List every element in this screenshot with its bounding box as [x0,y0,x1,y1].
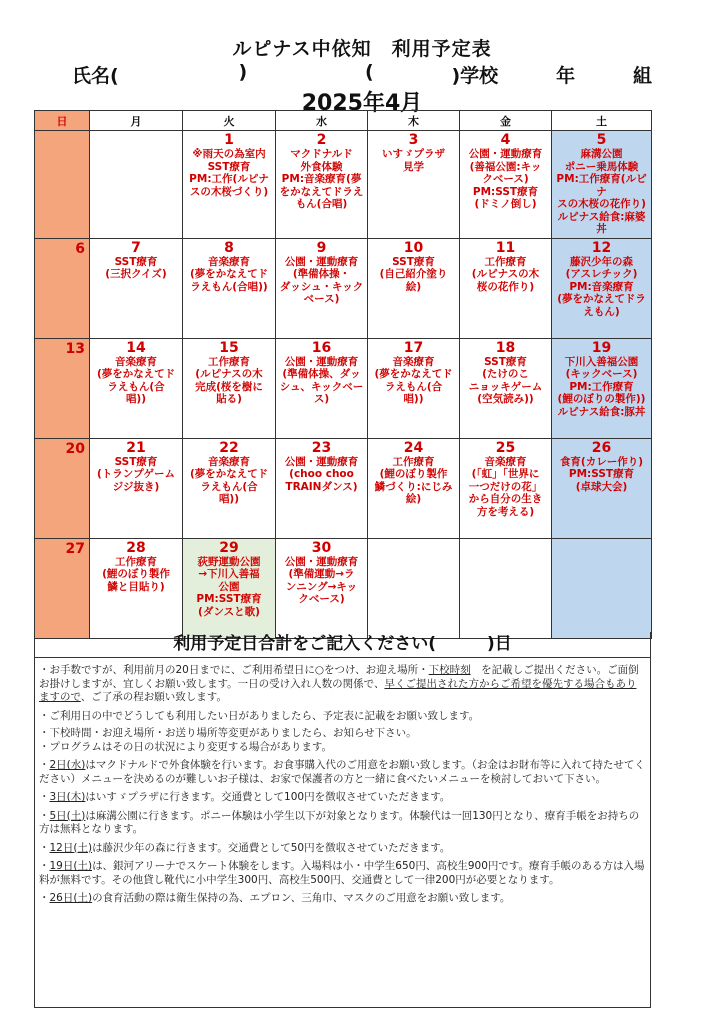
event-line: SST療育 [114,455,158,468]
event-line: 工作療育 [484,255,527,268]
event-line: (キックベース) [565,368,638,380]
event-line: (たけのこ [482,368,529,380]
note-day-2: ・2日(水)はマクドナルドで外食体験を行います。お食事購入代のご用意をお願い致します。（お金はお財布等に入れて持たせてください）メニューを決めるのが難しいお子様は、お家で保護者の方と一緒に食べたいメニューを検討しておいて下さい。 [39,759,645,785]
calendar-cell-sat[interactable] [552,131,652,239]
event-line: 鱗と目貼り) [107,580,165,593]
event-line: 貼る) [216,393,242,405]
event-line: TRAINダンス) [285,480,358,493]
event-line: (夢をかなえてドラ [557,293,646,305]
event-line: PM:工作療育 [569,380,634,393]
event-line: シュ、キックベー [279,380,364,393]
event-line: ※雨天の為室内 [192,148,266,160]
page-title: ルピナス中依知 利用予定表 [232,38,492,60]
event-line: 鱗づくり:にじみ [374,480,453,493]
day-number: 26 [591,439,612,456]
day-number: 1 [224,132,234,148]
event-line: をかなえてドラえ [279,185,364,198]
weekday-sun: 日 [35,111,90,131]
event-line: SST療育 [392,255,435,268]
calendar-cell-wed[interactable] [276,338,368,438]
event-line: スの木桜の花作り) [557,198,646,210]
calendar-cell-sat[interactable] [552,238,652,338]
calendar-cell-thu[interactable] [368,538,460,638]
calendar-cell-fri[interactable] [460,438,552,538]
event-line: マクドナルド [290,148,353,160]
event-line: SST療育 [207,160,251,173]
weekday-fri: 金 [460,111,552,131]
note-day-26: ・26日(土)の食育活動の際は衛生保持の為、エプロン、三角巾、マスクのご用意をお願い致します。 [39,892,511,904]
event-line: ラえもん(合 [107,380,165,393]
name-close: ) [238,61,248,83]
calendar-cell-thu[interactable] [368,131,460,239]
event-line: ス) [313,393,330,405]
event-line: ダッシュ・キック [279,280,364,293]
calendar-cell-mon[interactable] [90,131,183,239]
total-days-line: 利用予定日合計をご記入ください( )日 [34,632,651,658]
day-number: 5 [596,132,607,148]
weekday-mon: 月 [90,111,183,131]
day-number: 23 [311,439,332,456]
event-line: 桜の花作り) [476,280,535,293]
event-line: (三択クイズ) [105,268,167,280]
day-number: 14 [126,339,146,356]
event-line: PM:工作療育(ルピナ [556,173,647,198]
event-line: いすゞプラザ [382,148,445,160]
calendar-cell-tue[interactable] [183,238,276,338]
event-line: ラえもん(合 [384,380,443,393]
event-line: (空気読み)) [477,393,534,405]
weekday-thu: 木 [368,111,460,131]
day-number: 17 [403,339,424,356]
calendar-cell-sun[interactable] [35,438,90,538]
day-number: 9 [316,239,327,256]
note-day-19: ・19日(土)は、銀河アリーナでスケート体験をします。入場料は小・中学生650円、高校生900円です。療育手帳のある方は入場料が無料です。その他貸し靴代に小中学生300円、高校生500円、交通費として一律200円が必要となります。 [39,860,645,886]
day-number: 6 [75,240,85,257]
school-blank[interactable] [374,61,452,88]
event-line: 公園・運動療育 [284,455,359,468]
event-line: ンニング→キッ [285,580,358,593]
event-line: えもん) [583,305,620,318]
event-line: 工作療育 [115,555,157,568]
day-number: 28 [126,539,146,556]
note-changes: ・下校時間・お迎え場所・お送り場所等変更がありましたら、お知らせ下さい。 [39,727,417,739]
event-line: 絵) [405,493,422,505]
calendar-cell-thu[interactable] [368,238,460,338]
event-line: SST療育 [114,255,158,268]
name-label: 氏名( [72,65,119,87]
calendar-week-row [35,338,652,438]
event-line: (ダンスと歌) [198,605,260,618]
calendar-cell-tue[interactable] [183,438,276,538]
day-number: 12 [591,239,612,256]
event-line: (choo choo [289,468,354,480]
event-line: 音楽療育 [208,255,250,268]
day-number: 10 [403,239,424,256]
event-line: 外食体験 [300,160,343,173]
note-day-12: ・12日(土)は藤沢少年の森に行きます。交通費として50円を徴収させていただきます。 [39,841,451,854]
calendar-cell-mon[interactable] [90,438,183,538]
calendar-week-row [35,238,652,338]
event-line: 公園・運動療育 [284,255,359,268]
day-number: 25 [495,439,516,456]
event-line: (アスレチック) [565,268,638,280]
event-line: PM:SST療育 [568,468,635,480]
day-number: 11 [495,239,516,256]
calendar-week-row [35,131,652,239]
calendar-cell-fri[interactable] [460,238,552,338]
event-line: もん(合唱) [295,198,348,210]
name-blank[interactable] [119,61,239,88]
calendar-cell-wed[interactable] [276,131,368,239]
calendar-cell-wed[interactable] [276,538,368,638]
event-line: (卓球大会) [575,480,628,493]
event-line: 工作療育 [392,455,435,468]
day-number: 7 [131,239,141,256]
event-line: ラえもん(合 [200,480,258,493]
event-line: 見学 [403,160,424,173]
day-number: 16 [311,339,332,356]
calendar-cell-fri[interactable] [460,338,552,438]
school-label: )学校 [451,65,499,87]
event-line: クベース) [298,593,345,605]
event-line: ジジ抜き) [112,480,160,493]
event-line: 公園・運動療育 [468,148,543,160]
event-line: 藤沢少年の森 [570,255,633,268]
day-number: 30 [311,539,332,556]
day-number: 15 [219,339,239,356]
school-open: ( [364,61,374,83]
calendar-cell-wed[interactable] [276,438,368,538]
calendar-cell-sat[interactable] [552,538,652,638]
calendar-table [34,110,652,639]
event-line: 音楽療育 [208,455,250,468]
calendar-cell-sun[interactable] [35,538,90,638]
event-line: 音楽療育 [484,455,527,468]
name-row [72,61,652,88]
day-number: 19 [591,339,612,356]
note-submission: ・お手数ですが、利用前月の20日までに、ご利用希望日に○をつけ、お迎え場所・下校時刻 を記載しご提出ください。ご面倒お掛けしますが、宜しくお願い致します。一日の受け入れ人数の関係で、早くご提出された方からご希望を優先する場合もありますので、ご了承の程お願い致します。 [39,664,639,703]
calendar-cell-sat[interactable] [552,438,652,538]
event-line: (夢をかなえてド [374,368,453,380]
event-line: (夢をかなえてド [189,268,269,280]
event-line: PM:音楽療育 [569,280,634,293]
day-number: 4 [500,132,511,148]
event-line: クベース) [482,173,529,185]
calendar-cell-mon[interactable] [90,338,183,438]
day-number: 24 [403,439,424,456]
note-priority-days: ・ご利用日の中でどうしても利用したい日がありましたら、予定表に記載をお願い致します。 [39,709,480,722]
event-line: SST療育 [484,355,527,368]
weekday-header-row [35,111,652,131]
notes-section [34,658,651,1008]
event-line: (鯉のぼりの製作)) [557,393,646,405]
event-line: (準備体操、ダッ [282,368,361,380]
event-line: PM:SST療育 [472,185,539,198]
event-line: 公園 [218,580,240,593]
event-line: PM:音楽療育(夢 [281,173,362,185]
note-program-change: ・プログラムはその日の状況により変更する場合があります。 [39,740,333,753]
note-day-5: ・5日(土)は麻溝公園に行きます。ポニー体験は小学生以下が対象となります。体験代は一回130円となり、療育手帳をお持ちの方は無料となります。 [39,809,640,835]
calendar-cell-fri[interactable] [460,538,552,638]
calendar-cell-sun[interactable] [35,131,90,239]
event-line: (準備運動→ラ [288,568,355,580]
event-line: 公園・運動療育 [284,555,359,568]
event-line: ベース) [303,293,340,305]
calendar-week-row [35,438,652,538]
calendar-cell-sun[interactable] [35,338,90,438]
calendar-cell-mon[interactable] [90,538,183,638]
event-line: ラえもん(合唱)) [190,280,268,293]
event-line: ポニー乗馬体験 [564,160,639,173]
day-number: 29 [219,539,239,556]
event-line: (準備体操・ [292,268,351,280]
day-number: 27 [65,540,85,557]
day-number: 3 [408,132,419,148]
month-heading: 2025年4月 [301,91,423,116]
event-line: 工作療育 [208,355,250,368]
event-line: PM:SST療育 [196,593,262,605]
calendar-cell-sun[interactable] [35,238,90,338]
day-number: 20 [65,440,85,457]
event-line: 絵) [405,280,422,293]
event-line: (鯉のぼり製作 [379,468,448,480]
calendar-cell-thu[interactable] [368,338,460,438]
calendar-cell-tue[interactable] [183,538,276,638]
event-line: 唱)) [218,493,240,505]
event-line: から自分の生き [468,493,543,505]
event-line: ルピナス給食:豚丼 [557,405,646,418]
class-label: 組 [632,65,652,87]
calendar-cell-tue[interactable] [183,131,276,239]
note-day-3: ・3日(木)はいすゞプラザに行きます。交通費として100円を徴収させていただきます。 [39,791,451,803]
event-line: (ドミノ倒し) [474,198,537,210]
calendar-cell-thu[interactable] [368,438,460,538]
event-line: 唱)) [125,393,147,405]
event-line: 公園・運動療育 [284,355,359,368]
event-line: 音楽療育 [392,355,435,368]
event-line: (善福公園:キッ [469,160,542,173]
calendar-cell-sat[interactable] [552,338,652,438]
event-line: 完成(桜を樹に [195,380,263,393]
event-line: 方を考える) [476,505,535,518]
event-line: 食育(カレー作り) [559,455,644,468]
day-number: 2 [316,132,327,148]
calendar-cell-tue[interactable] [183,338,276,438]
event-line: (鯉のぼり製作 [102,568,170,580]
weekday-wed: 水 [276,111,368,131]
calendar-cell-fri[interactable] [460,131,552,239]
calendar-cell-mon[interactable] [90,238,183,338]
event-line: スの木桜づくり) [189,185,269,198]
weekday-tue: 火 [183,111,276,131]
calendar-week-row [35,538,652,638]
day-number: 8 [224,239,234,256]
grade-label: 年 [556,65,576,87]
event-line: (ルピナスの木 [471,268,540,280]
event-line: (トランプゲーム [97,468,175,480]
event-line: PM:工作(ルピナ [189,173,269,185]
event-line: 音楽療育 [115,355,157,368]
event-line: 下川入善福公園 [564,355,639,368]
event-line: 唱)) [403,393,424,405]
event-line: (自己紹介塗り [379,268,448,280]
event-line: ニョッキゲーム [468,380,543,393]
event-line: 麻溝公園 [580,148,623,160]
day-number: 13 [65,340,85,357]
event-line: 一つだけの花」 [468,480,543,493]
weekday-sat: 土 [552,111,652,131]
event-line: ルピナス給食:麻婆丼 [557,210,646,235]
event-line: 荻野運動公園 [197,555,261,568]
calendar-cell-wed[interactable] [276,238,368,338]
day-number: 22 [219,439,239,456]
event-line: (ルピナスの木 [195,368,263,380]
event-line: (「虹」「世界に [471,468,540,480]
day-number: 21 [126,439,146,456]
event-line: →下川入善福 [198,568,260,580]
day-number: 18 [495,339,516,356]
event-line: (夢をかなえてド [96,368,176,380]
event-line: (夢をかなえてド [189,468,269,480]
